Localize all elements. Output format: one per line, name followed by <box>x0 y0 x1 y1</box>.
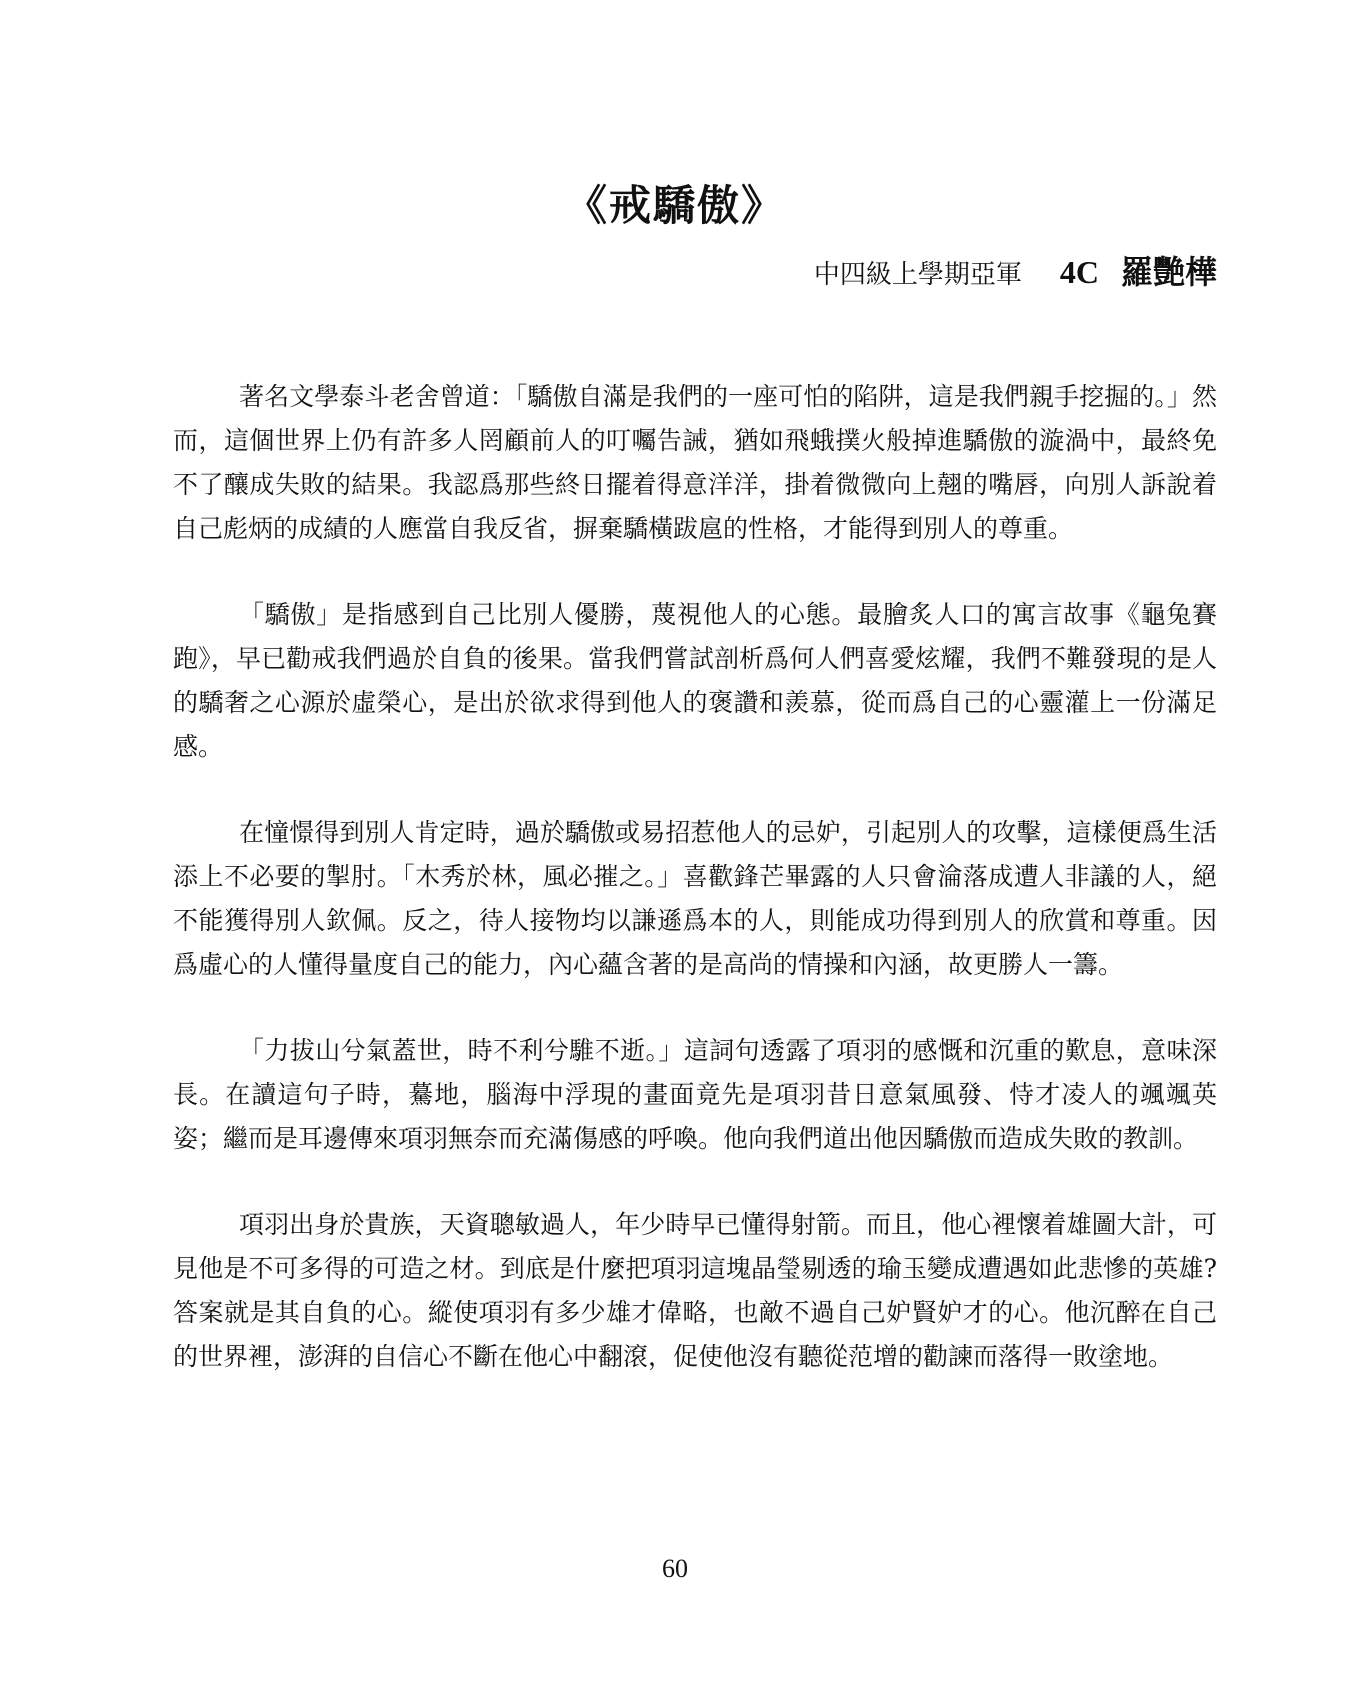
byline <box>814 252 1217 295</box>
page-number: 60 <box>662 1554 688 1583</box>
paragraph: 著名文學泰斗老舍曾道：「驕傲自滿是我們的一座可怕的陷阱，這是我們親手挖掘的。」然而，這個世界上仍有許多人罔顧前人的叮囑告誡，猶如飛蛾撲火般掉進驕傲的漩渦中，最終免不了釀成失敗的結果。我認爲那些終日擺着得意洋洋，掛着微微向上翹的嘴唇，向別人訴說着自己彪炳的成績的人應當自我反省，摒棄驕橫跋扈的性格，才能得到別人的尊重。 <box>173 382 1217 543</box>
paragraph: 項羽出身於貴族，天資聰敏過人，年少時早已懂得射箭。而且，他心裡懷着雄圖大計，可見他是不可多得的可造之材。到底是什麼把項羽這塊晶瑩剔透的瑜玉變成遭遇如此悲慘的英雄?答案就是其自負的心。縱使項羽有多少雄才偉略，也敵不過自己妒賢妒才的心。他沉醉在自己的世界裡，澎湃的自信心不斷在他心中翻滾，促使他沒有聽從范增的勸諫而落得一敗塗地。 <box>173 1210 1217 1371</box>
paragraph: 「力拔山兮氣蓋世，時不利兮騅不逝。」這詞句透露了項羽的感慨和沉重的歎息，意味深長。在讀這句子時，驀地，腦海中浮現的畫面竟先是項羽昔日意氣風發、恃才凌人的颯颯英姿；繼而是耳邊傳來項羽無奈而充滿傷感的呼喚。他向我們道出他因驕傲而造成失敗的教訓。 <box>173 1036 1217 1153</box>
essay-title: 《戒驕傲》 <box>564 181 785 230</box>
author-name: 羅艷樺 <box>1120 253 1217 291</box>
paragraph: 在憧憬得到別人肯定時，過於驕傲或易招惹他人的忌妒，引起別人的攻擊，這樣便爲生活添上不必要的掣肘。「木秀於林，風必摧之。」喜歡鋒芒畢露的人只會淪落成遭人非議的人，絕不能獲得別人欽佩。反之，待人接物均以謙遜爲本的人，則能成功得到別人的欣賞和尊重。因爲虛心的人懂得量度自己的能力，內心蘊含著的是高尚的情操和內涵，故更勝人一籌。 <box>173 818 1217 979</box>
class-label: 4C <box>1059 254 1099 290</box>
paragraph: 「驕傲」是指感到自己比別人優勝，蔑視他人的心態。最膾炙人口的寓言故事《龜兔賽跑》，早已勸戒我們過於自負的後果。當我們嘗試剖析爲何人們喜愛炫耀，我們不難發現的是人的驕奢之心源於虛榮心，是出於欲求得到他人的褒讚和羨慕，從而爲自己的心靈灌上一份滿足感。 <box>173 600 1217 761</box>
award-label: 中四級上學期亞軍 <box>813 260 1022 290</box>
essay-body <box>173 375 1217 1421</box>
